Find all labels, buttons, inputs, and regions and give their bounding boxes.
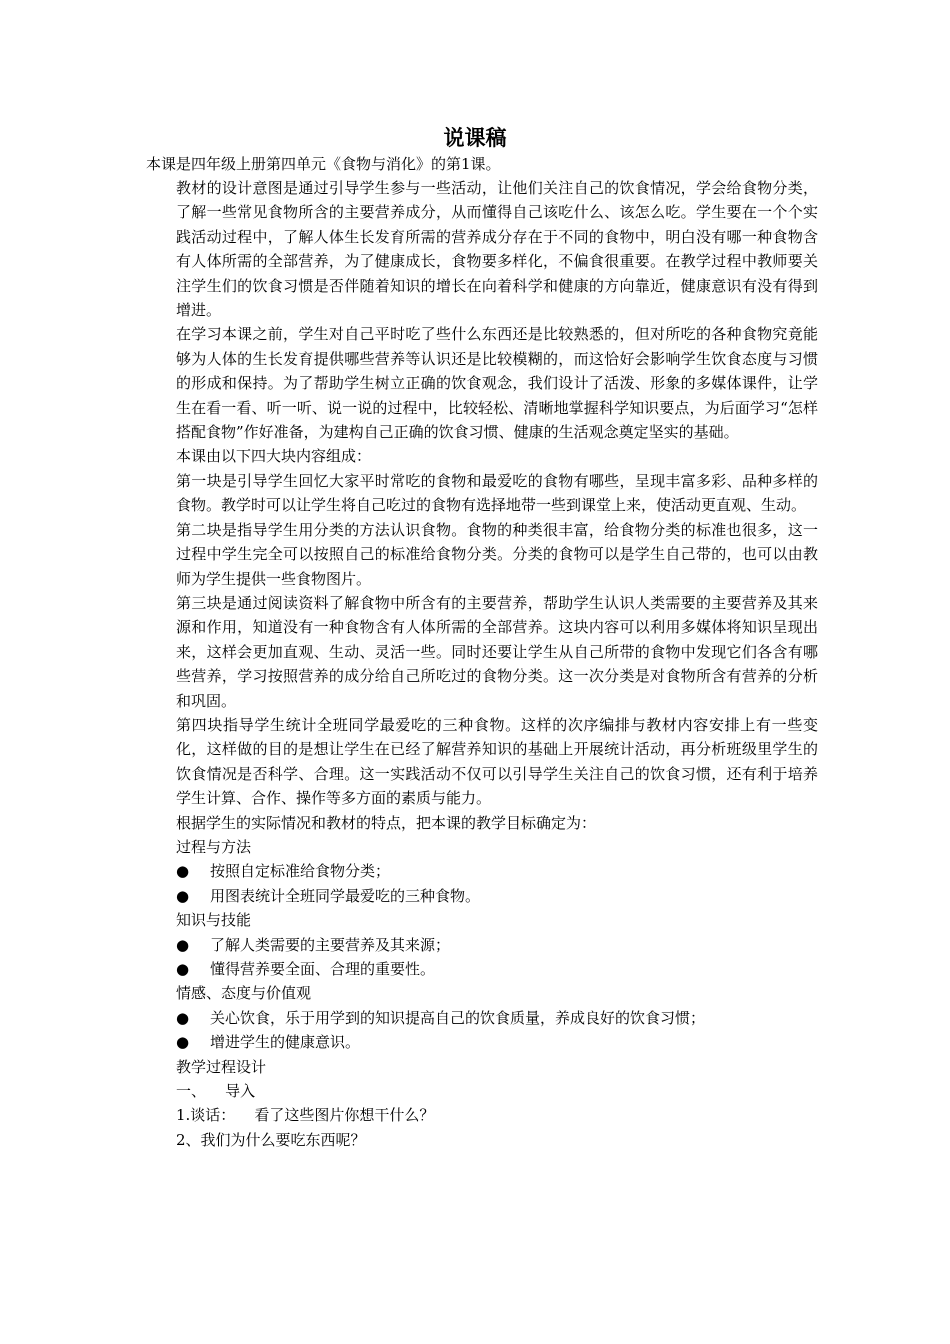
teaching-process-section [176, 1055, 818, 1153]
bullet-icon: ● [176, 862, 190, 881]
goal-section-process [176, 835, 818, 908]
document-title: 说课稿 [443, 126, 507, 150]
bullet-icon: ● [176, 1033, 190, 1052]
bullet-icon: ● [176, 1008, 190, 1027]
bullet-icon: ● [176, 960, 190, 978]
goal-item: ● 关心饮食，乐于用学到的知识提高自己的饮食质量，养成良好的饮食习惯； [176, 1006, 818, 1030]
goal-heading: 情感、态度与价值观 [176, 984, 312, 1003]
paragraph-design-intent: 教材的设计意图是通过引导学生参与一些活动，让他们关注自己的饮食情况，学会给食物分类，了解一些常见食物所含的主要营养成分，从而懂得自己该吃什么、该怎么吃。学生要在一个个实践活动过程中，了解人体生长发育所需的营养成分存在于不同的食物中，明白没有哪一种食物含有人体所需的全部营养，为了健康成长，食物要多样化，不偏食很重要。在教学过程中教师要关注学生们的饮食习惯是否伴随着知识的增长在向着科学和健康的方向靠近，健康意识有没有得到增进。 [176, 179, 818, 320]
process-item: 1.谈话： 看了这些图片你想干什么？ [176, 1106, 435, 1125]
goal-item: ● 用图表统计全班同学最爱吃的三种食物。 [176, 884, 818, 908]
bullet-icon: ● [176, 886, 190, 905]
goal-section-attitude [176, 981, 818, 1054]
paragraph-block-four: 第四块指导学生统计全班同学最爱吃的三种食物。这样的次序编排与教材内容安排上有一些变化，这样做的目的是想让学生在已经了解营养知识的基础上开展统计活动，再分析班级里学生的饮食情况是否科学、合理。这一实践活动不仅可以引导学生关注自己的饮食习惯，还有利于培养学生计算、合作、操作等多方面的素质与能力。 [176, 715, 818, 808]
goal-heading: 知识与技能 [176, 911, 252, 930]
process-heading: 教学过程设计 [176, 1057, 267, 1076]
intro-line: 本课是四年级上册第四单元《食物与消化》的第1课。 [146, 155, 501, 173]
goal-item: ● 增进学生的健康意识。 [176, 1030, 818, 1054]
goal-section-knowledge [176, 908, 818, 981]
bullet-icon: ● [176, 935, 190, 954]
process-step: 一、 导入 [176, 1082, 256, 1101]
paragraph-student-analysis: 在学习本课之前，学生对自己平时吃了些什么东西还是比较熟悉的，但对所吃的各种食物究竟能够为人体的生长发育提供哪些营养等认识还是比较模糊的，而这恰好会影响学生饮食态度与习惯的形成和保持。为了帮助学生树立正确的饮食观念，我们设计了活泼、形象的多媒体课件，让学生在看一看、听一听、说一说的过程中，比较轻松、清晰地掌握科学知识要点，为后面学习“怎样搭配食物”作好准备，为建构自己正确的饮食习惯、健康的生活观念奠定坚实的基础。 [176, 325, 818, 442]
goal-item: ● 懂得营养要全面、合理的重要性。 [176, 957, 818, 981]
goal-heading: 过程与方法 [176, 837, 252, 856]
document-body [176, 176, 818, 1152]
paragraph-block-three: 第三块是通过阅读资料了解食物中所含有的主要营养，帮助学生认识人类需要的主要营养及其来源和作用，知道没有一种食物含有人体所需的全部营养。这块内容可以利用多媒体将知识呈现出来，这样会更加直观、生动、灵活一些。同时还要让学生从自己所带的食物中发现它们各含有哪些营养，学习按照营养的成分给自己所吃过的食物分类。这一次分类是对食物所含有营养的分析和巩固。 [176, 593, 818, 710]
process-item: 2、我们为什么要吃东西呢？ [176, 1130, 366, 1149]
paragraph-block-one: 第一块是引导学生回忆大家平时常吃的食物和最爱吃的食物有哪些，呈现丰富多彩、品种多样的食物。教学时可以让学生将自己吃过的食物有选择地带一些到课堂上来，使活动更直观、生动。 [176, 471, 818, 515]
paragraph-block-two: 第二块是指导学生用分类的方法认识食物。食物的种类很丰富，给食物分类的标准也很多，这一过程中学生完全可以按照自己的标准给食物分类。分类的食物可以是学生自己带的，也可以由教师为学生提供一些食物图片。 [176, 520, 818, 588]
paragraph-content-overview: 本课由以下四大块内容组成： [176, 447, 372, 466]
paragraph-goals-intro: 根据学生的实际情况和教材的特点，把本课的教学目标确定为： [176, 813, 597, 832]
goal-item: ● 按照自定标准给食物分类； [176, 859, 818, 883]
goal-item: ● 了解人类需要的主要营养及其来源； [176, 933, 818, 957]
